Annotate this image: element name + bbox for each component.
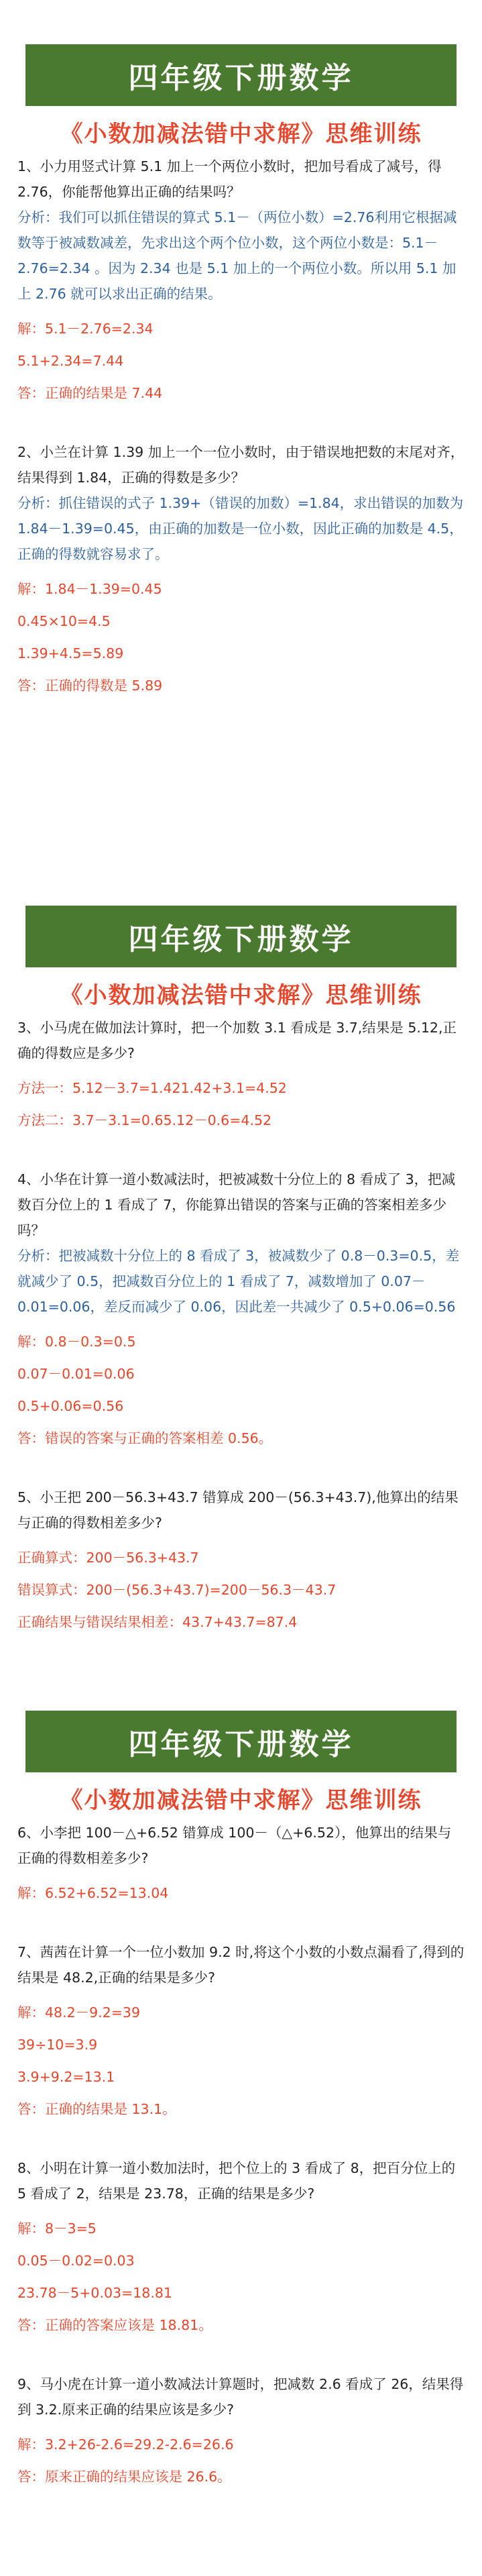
section-banner: 四年级下册数学 (25, 1711, 457, 1772)
solution-step: 0.07－0.01=0.06 (17, 1366, 135, 1382)
section-subtitle: 《小数加减法错中求解》思维训练 (60, 982, 422, 1009)
section-content (0, 1015, 482, 1635)
solution-step: 0.5+0.06=0.56 (17, 1398, 124, 1414)
section-2 (0, 906, 482, 1668)
problem-question: 9、马小虎在计算一道小数减法计算题时，把减数 2.6 看成了 26，结果得到 3.2.原来正确的结果应该是多少? (17, 2376, 464, 2418)
problem-7 (17, 1939, 465, 2122)
problem-4 (17, 1167, 465, 1451)
problem-6 (17, 1820, 465, 1906)
problem-question: 4、小华在计算一道小数减法时，把被减数十分位上的 8 看成了 3，把减数百分位上的 1 看成了 7，你能算出错误的答案与正确的答案相差多少吗？ (17, 1171, 456, 1238)
solution-answer: 答：正确的结果是 7.44 (17, 385, 163, 401)
problem-2 (17, 439, 465, 698)
section-banner: 四年级下册数学 (25, 44, 457, 106)
solution-answer: 答：正确的答案应该是 18.81。 (17, 2317, 213, 2333)
solution-step: 方法二：3.7－3.1=0.65.12－0.6=4.52 (17, 1112, 272, 1128)
solution-step: 方法一：5.12－3.7=1.421.42+3.1=4.52 (17, 1080, 287, 1096)
solution-step: 正确算式：200－56.3+43.7 (17, 1550, 199, 1566)
solution-answer: 答：正确的得数是 5.89 (17, 678, 163, 694)
section-banner: 四年级下册数学 (25, 906, 457, 967)
solution-step: 错误算式：200－(56.3+43.7)=200－56.3－43.7 (17, 1582, 337, 1598)
problem-1 (17, 154, 465, 406)
solution-answer: 答：正确的结果是 13.1。 (17, 2101, 176, 2117)
solution-step: 解：48.2－9.2=39 (17, 2004, 141, 2021)
section-subtitle: 《小数加减法错中求解》思维训练 (60, 121, 422, 148)
problem-question: 3、小马虎在做加法计算时，把一个加数 3.1 看成是 3.7,结果是 5.12,正确的得数应是多少? (17, 1020, 457, 1061)
solution-answer: 答：错误的答案与正确的答案相差 0.56。 (17, 1430, 273, 1446)
problem-question: 5、小王把 200－56.3+43.7 错算成 200－(56.3+43.7),他算出的结果与正确的得数相差多少? (17, 1489, 459, 1531)
solution-step: 解：0.8－0.3=0.5 (17, 1334, 136, 1350)
section-3 (0, 1711, 482, 2523)
solution-answer: 解：6.52+6.52=13.04 (17, 1885, 169, 1901)
solution-step: 解：5.1－2.76=2.34 (17, 321, 154, 337)
solution-step: 3.9+9.2=13.1 (17, 2069, 115, 2085)
solution-step: 0.45×10=4.5 (17, 613, 111, 629)
problem-analysis: 分析：抓住错误的式子 1.39+（错误的加数）=1.84，求出错误的加数为 1.84－1.39=0.45，由正确的加数是一位小数，因此正确的加数是 4.5，正确的得数就容易求了。 (17, 495, 464, 562)
solution-step: 解：8－3=5 (17, 2220, 97, 2237)
solution-step: 23.78－5+0.03=18.81 (17, 2285, 172, 2301)
solution-step: 39÷10=3.9 (17, 2037, 98, 2053)
solution-step: 解：1.84－1.39=0.45 (17, 581, 162, 597)
problem-question: 8、小明在计算一道小数加法时，把个位上的 3 看成了 8，把百分位上的 5 看成了 2，结果是 23.78，正确的结果是多少? (17, 2160, 456, 2202)
problem-question: 6、小李把 100－△+6.52 错算成 100－（△+6.52），他算出的结果与正确的得数相差多少? (17, 1825, 452, 1866)
section-subtitle: 《小数加减法错中求解》思维训练 (60, 1787, 422, 1814)
problem-8 (17, 2155, 465, 2338)
solution-step: 解：3.2+26-2.6=29.2-2.6=26.6 (17, 2436, 234, 2453)
problem-analysis: 分析：我们可以抓住错误的算式 5.1－（两位小数）=2.76利用它根据减数等于被减数减差，先求出这个两个位小数，这个两位小数是：5.1－2.76=2.34 。因为 2.34 也是 5.1 加上的一个两位小数。所以用 5.1 加上 2.76 就可以求出正确的结果。 (17, 209, 457, 302)
solution-answer: 答：原来正确的结果应该是 26.6。 (17, 2469, 231, 2485)
problem-analysis: 分析：把被减数十分位上的 8 看成了 3，被减数少了 0.8－0.3=0.5，差就减少了 0.5，把减数百分位上的 1 看成了 7，减数增加了 0.07－0.01=0.06，差反而减少了 0.06，因此差一共减少了 0.5+0.06=0.56 (17, 1248, 460, 1315)
section-content (0, 154, 482, 698)
problem-question: 7、茜茜在计算一个一位小数加 9.2 时,将这个小数的小数点漏看了,得到的结果是 48.2,正确的结果是多少? (17, 1944, 465, 1986)
solution-answer: 正确结果与错误结果相差：43.7+43.7=87.4 (17, 1614, 298, 1630)
problem-5 (17, 1485, 465, 1635)
problem-question: 1、小力用竖式计算 5.1 加上一个两位小数时，把加号看成了减号，得 2.76，你能帮他算出正确的结果吗？ (17, 158, 442, 200)
problem-3 (17, 1015, 465, 1133)
section-1 (0, 44, 482, 732)
solution-step: 1.39+4.5=5.89 (17, 645, 124, 661)
solution-step: 0.05－0.02=0.03 (17, 2253, 135, 2269)
section-content (0, 1820, 482, 2489)
problem-question: 2、小兰在计算 1.39 加上一个一位小数时，由于错误地把数的末尾对齐，结果得到 1.84，正确的得数是多少？ (17, 444, 465, 486)
solution-step: 5.1+2.34=7.44 (17, 353, 124, 369)
problem-9 (17, 2371, 465, 2489)
